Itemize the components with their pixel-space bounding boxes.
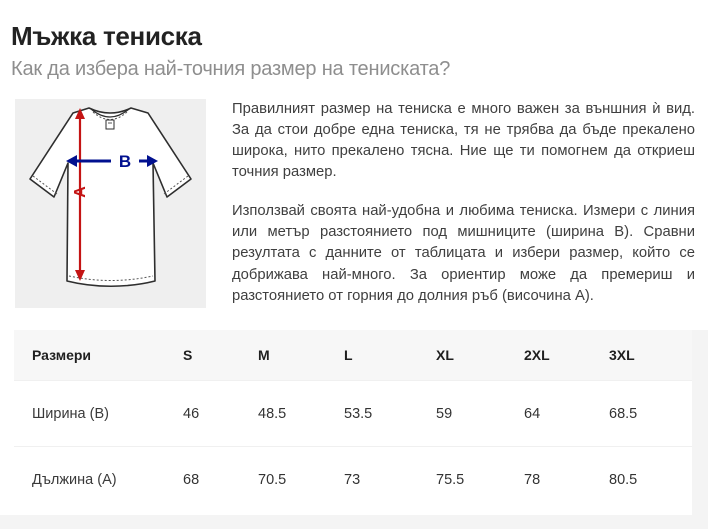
size-value-cell: 53.5 — [344, 405, 373, 422]
size-value-cell: 59 — [436, 405, 453, 422]
tshirt-measurement-diagram — [15, 99, 206, 308]
size-col-header: XL — [436, 347, 454, 363]
page-title: Мъжка тениска — [11, 21, 202, 51]
size-col-header: 3XL — [609, 347, 635, 363]
size-value-cell: 68.5 — [609, 405, 638, 422]
size-table-card — [0, 330, 692, 515]
size-col-header: L — [344, 347, 353, 363]
size-col-header: Размери — [32, 347, 92, 363]
description-paragraph-1: Правилният размер на тениска е много важен за външния ѝ вид. За да стои добре една тениска, тя не трябва да бъде прекалено широка, нито прекалено тясна. Ние ще ти помогнем да откриеш точния размер. — [232, 100, 695, 181]
size-col-header: S — [183, 347, 193, 363]
height-label: A — [72, 185, 89, 198]
size-value-cell: 70.5 — [258, 471, 287, 488]
table-row-length — [14, 446, 692, 512]
size-value-cell: 46 — [183, 405, 200, 422]
size-col-header: M — [258, 347, 270, 363]
description-paragraph-2: Използвай своята най-удобна и любима тениска. Измери с линия или метър разстоянието под мишниците (ширина B). Сравни резултата с данните от таблицата и избери размер, който се добрижава най-много. За ориентир може да премериш и разстоянието от горния до долния ръб (височина A). — [232, 202, 695, 304]
size-value-cell: 73 — [344, 471, 361, 488]
size-value-cell: 64 — [524, 405, 541, 422]
tshirt-outline-icon — [30, 108, 191, 286]
size-table — [14, 330, 692, 512]
size-value-cell: 48.5 — [258, 405, 287, 422]
page-subtitle: Как да избера най-точния размер на тениската? — [11, 57, 451, 80]
table-row-width — [14, 380, 692, 446]
size-table-header-row — [14, 330, 692, 380]
size-value-cell: 78 — [524, 471, 541, 488]
size-value-cell: 75.5 — [436, 471, 465, 488]
size-value-cell: 80.5 — [609, 471, 638, 488]
size-col-header: 2XL — [524, 347, 550, 363]
content-row — [15, 99, 708, 308]
width-label: B — [118, 151, 132, 171]
description-text — [232, 99, 695, 308]
tshirt-diagram-svg — [15, 99, 206, 308]
size-value-cell: 68 — [183, 471, 200, 488]
size-row-label: Ширина (B) — [32, 405, 109, 422]
size-row-label: Дължина (A) — [32, 471, 117, 488]
